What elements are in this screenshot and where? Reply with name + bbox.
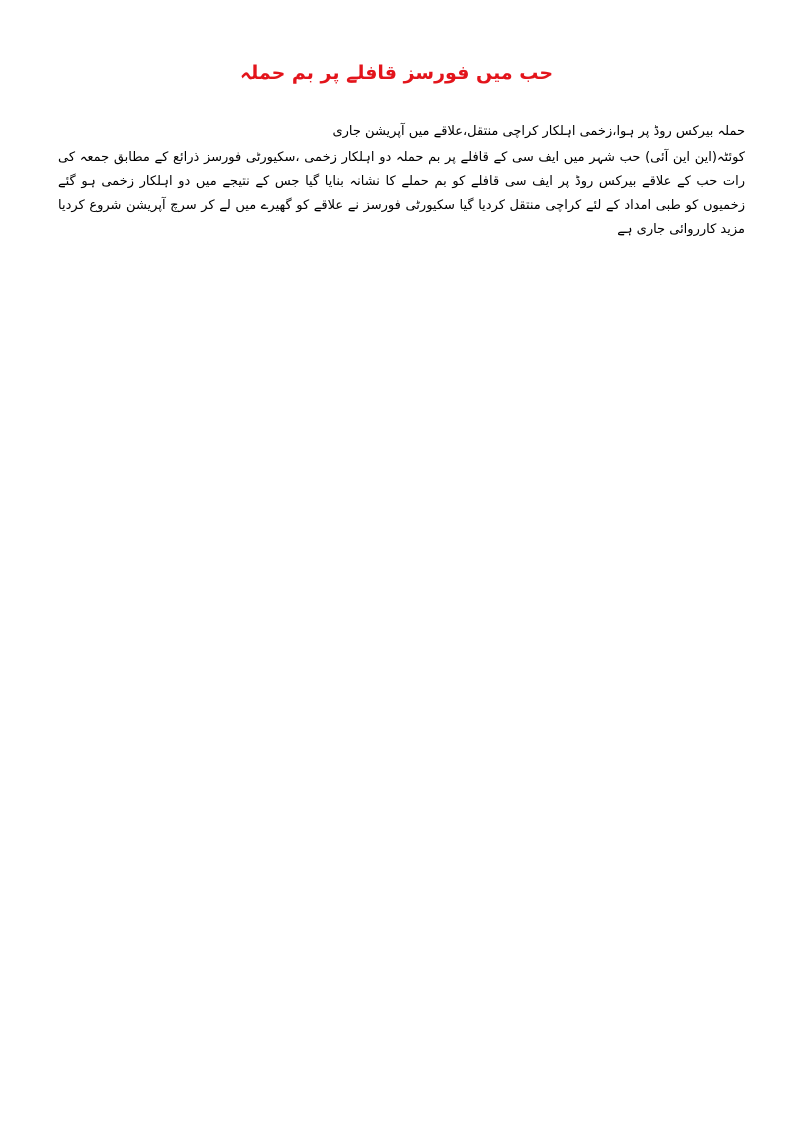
headline: حب میں فورسز قافلے پر بم حملہ <box>239 62 554 84</box>
article-body <box>58 120 745 242</box>
article-story: کوئٹہ(این این آئی) حب شہر میں ایف سی کے قافلے پر بم حملہ دو اہلکار زخمی ،سکیورٹی فورسز ذرائع کے مطابق جمعہ کی رات حب کے علاقے بیرکس روڈ پر ایف سی قافلے کو بم حملے کا نشانہ بنایا گیا جس کے نتیجے میں دو اہلکار زخمی ہو گئے زخمیوں کو طبی امداد کے لئے کراچی منتقل کردیا گیا سکیورٹی فورسز نے علاقے کو گھیرے میں لے کر سرچ آپریشن شروع کردیا مزید کارروائی جاری ہے <box>58 150 745 237</box>
article-summary: حملہ بیرکس روڈ پر ہوا،زخمی اہلکار کراچی منتقل،علاقے میں آپریشن جاری <box>332 124 745 139</box>
